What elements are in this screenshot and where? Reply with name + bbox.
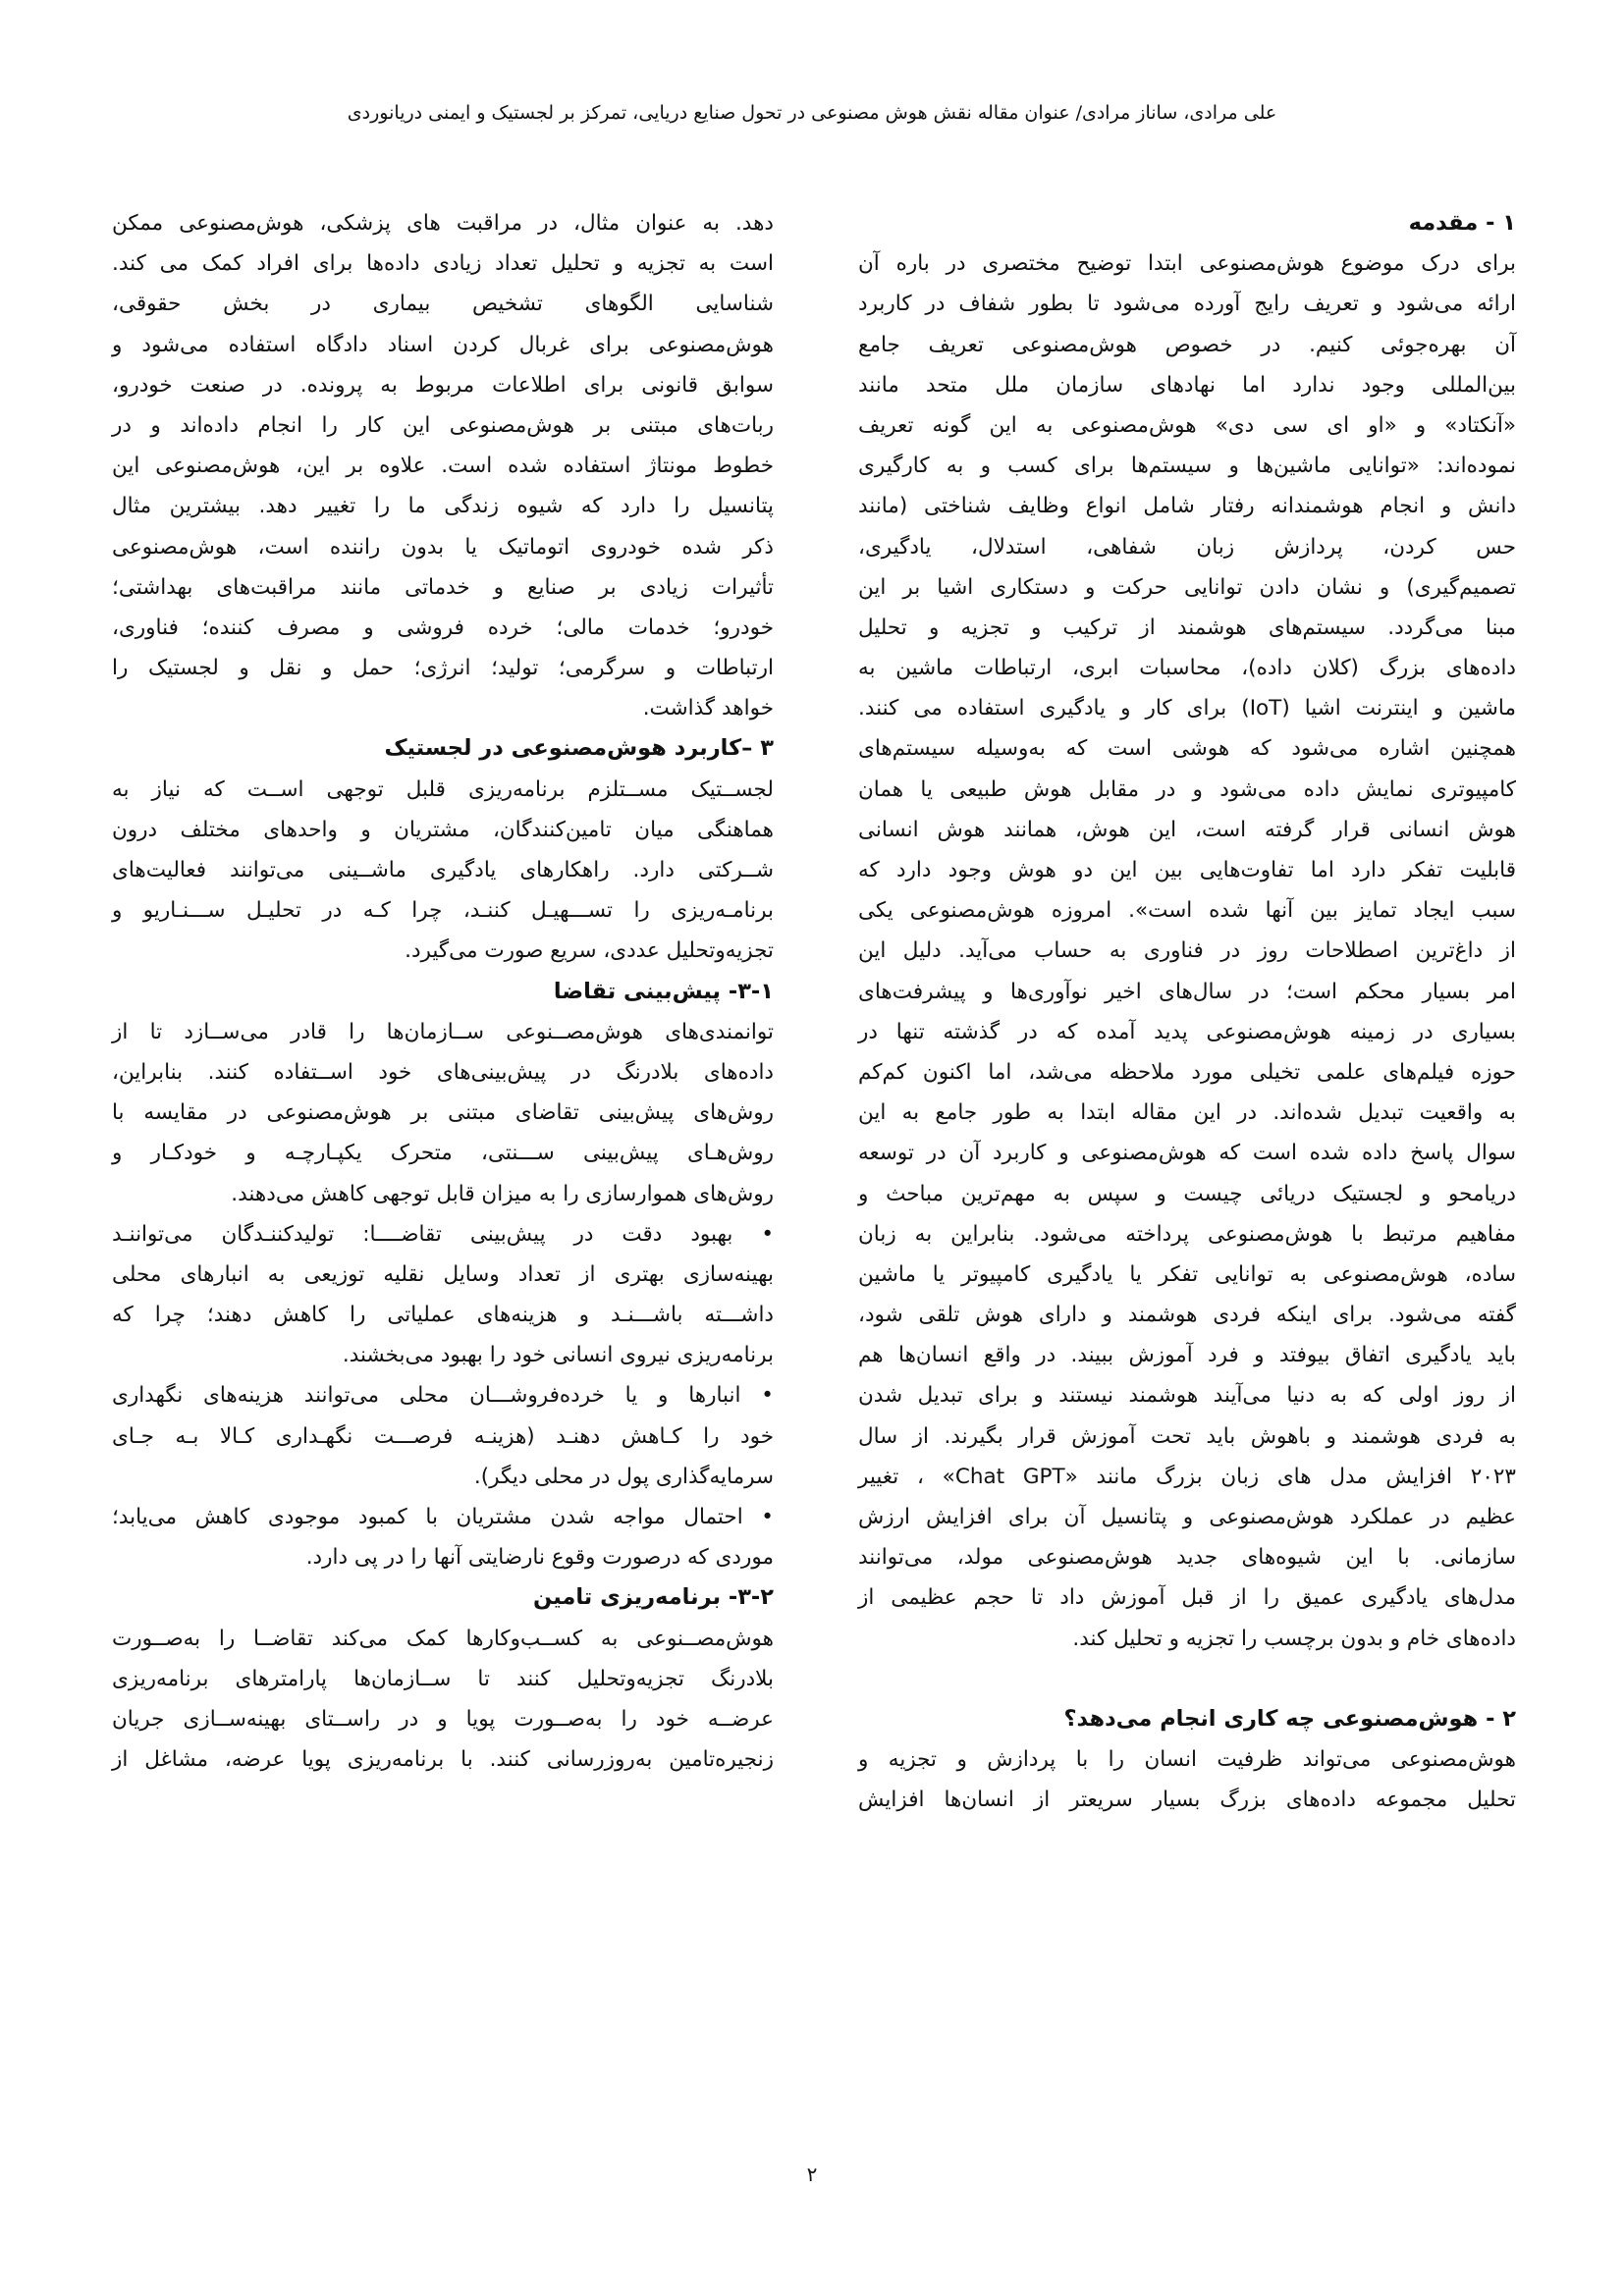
- text-line: سبب ایجاد تمایز بین آنها شده است». امروزه هوش‌مصنوعی یکی: [858, 898, 1516, 924]
- what-ai-does-paragraph: [858, 1739, 1516, 1820]
- text-line: تحلیل مجموعه داده‌های بزرگ بسیار سریعتر از انسان‌ها افزایش: [858, 1788, 1516, 1813]
- subsection-heading-supply-planning: ۳-۲- برنامه‌ریزی تامین: [532, 1584, 774, 1611]
- text-line: گفته می‌شود. برای اینکه فردی هوشمند و دارای هوش تلقی شود،: [858, 1303, 1516, 1328]
- text-line: کامپیوتری نمایش داده می‌شود و در مقابل هوش طبیعی یا همان: [858, 776, 1516, 802]
- text-line: سوابق قانونی برای اطلاعات مربوط به پرونده. در صنعت خودرو،: [112, 372, 774, 398]
- text-line: ذکر شده خودروی اتوماتیک یا بدون راننده است، هوش‌مصنوعی: [112, 534, 774, 560]
- running-header: علی مرادی، ساناز مرادی/ عنوان مقاله نقش هوش مصنوعی در تحول صنایع دریایی، تمرکز بر لجستیک و ایمنی دریانوردی: [347, 102, 1277, 124]
- text-line: برنامه‌ریزی نیروی انسانی خود را بهبود می‌بخشند.: [342, 1343, 774, 1368]
- text-line: شــرکتی دارد. راهکارهای یادگیری ماشــینی می‌توانند فعالیت‌های: [112, 858, 774, 882]
- text-line: است به تجزیه و تحلیل تعداد زیادی داده‌ها برای افراد کمک می کند.: [112, 251, 774, 277]
- text-line: ارائه می‌شود و تعریف رایج آورده می‌شود تا بطور شفاف در کاربرد: [858, 292, 1516, 317]
- text-line: حوزه فیلم‌های علمی تخیلی مورد ملاحظه می‌شد، اما اکنون کم‌کم: [858, 1059, 1516, 1085]
- text-line: آن بهره‌جوئی کنیم. در خصوص هوش‌مصنوعی تعریف جامع: [858, 332, 1516, 357]
- text-line: تجزیه‌وتحلیل عددی، سریع صورت می‌گیرد.: [405, 938, 774, 964]
- text-line: روش‌های هموارسازی را به میزان قابل توجهی کاهش می‌دهند.: [231, 1181, 774, 1206]
- text-line: امر بسیار محکم است؛ در سال‌های اخیر نوآوری‌ها و پیشرفت‌های: [858, 979, 1516, 1004]
- text-line: از روز اولی که به دنیا می‌آیند هوشمند نیستند و برای تبدیل شدن: [858, 1383, 1516, 1409]
- text-line: دانش و انجام هوشمندانه رفتار شامل انواع وظایف شناختی (مانند: [858, 494, 1516, 519]
- text-line: مدل‌های یادگیری عمیق را از قبل آموزش داد تا حجم عظیمی از: [858, 1585, 1516, 1611]
- text-line: خطوط مونتاژ استفاده شده است. علاوه بر این، هوش‌مصنوعی این: [112, 454, 774, 479]
- text-line: لجســتیک مســتلزم برنامه‌ریزی قلبل توجهی اســت که نیاز به: [112, 776, 774, 802]
- text-line: هوش‌مصنوعی برای غربال کردن اسناد دادگاه استفاده می‌شود و: [112, 332, 774, 357]
- continuation-paragraph: [112, 203, 774, 728]
- bullet-item: [112, 1214, 774, 1376]
- text-line: ارتباطات و سرگرمی؛ تولید؛ انرژی؛ حمل و نقل و لجستیک را: [112, 656, 774, 681]
- text-line: دریامحو و لجستیک دریائی چیست و سپس به مهم‌ترین مباحث و: [858, 1181, 1516, 1206]
- text-line: خودرو؛ خدمات مالی؛ خرده فروشی و مصرف کننده؛ فناوری،: [112, 614, 774, 640]
- introduction-paragraph: [858, 243, 1516, 1659]
- text-line: روش‌هـای پیش‌بینی ســـنتی، متحرک یکپـارچـه و خودکـار و: [112, 1141, 774, 1166]
- bullet-item: [112, 1497, 774, 1577]
- text-line: زنجیره‌تامین به‌روزرسانی کنند. با برنامه‌ریزی پویا عرضه، مشاغل از: [112, 1747, 774, 1773]
- section-heading-what-ai-does: ۲ - هوش‌مصنوعی چه کاری انجام می‌دهد؟: [1063, 1705, 1516, 1732]
- text-line: برای درک موضوع هوش‌مصنوعی ابتدا توضیح مختصری در باره آن: [858, 251, 1516, 277]
- text-line: به واقعیت تبدیل شده‌اند. در این مقاله ابتدا به طور جامع به این: [858, 1100, 1516, 1126]
- text-line: نموده‌اند: «توانایی ماشین‌ها و سیستم‌ها برای کسب و به کارگیری: [858, 454, 1516, 479]
- text-line: عرضــه خود را به‌صــورت پویا و در راســتای بهینه‌ســازی جریان: [112, 1706, 774, 1732]
- text-line: هوش انسانی قرار گرفته است، این هوش، همانند هوش انسانی: [858, 817, 1516, 842]
- text-line: • انبارها و یا خرده‌فروشـــان محلی می‌توانند هزینه‌های نگهداری: [112, 1383, 774, 1409]
- text-line: بلادرنگ تجزیه‌وتحلیل کنند تا ســازمان‌ها پارامترهای برنامه‌ریزی: [112, 1666, 774, 1691]
- text-line: داده‌های بلادرنگ در پیش‌بینی‌های خود اســتفاده کنند. بنابراین،: [112, 1059, 774, 1085]
- section-heading-ai-in-logistics: ۳ –کاربرد هوش‌مصنوعی در لجستیک: [384, 735, 774, 762]
- text-line: هوش‌مصــنوعی به کســب‌وکارها کمک می‌کند تقاضــا را به‌صــورت: [112, 1626, 774, 1651]
- text-line: دهد. به عنوان مثال، در مراقبت های پزشکی، هوش‌مصنوعی ممکن: [112, 211, 774, 236]
- text-line: همچنین اشاره می‌شود که هوشی است که به‌وسیله سیستم‌های: [858, 736, 1516, 762]
- ai-in-logistics-paragraph: [112, 770, 774, 972]
- text-line: مفاهیم مرتبط با هوش‌مصنوعی پرداخته می‌شود. بنابراین به زبان: [858, 1221, 1516, 1247]
- text-line: ماشین و اینترنت اشیا (IoT) برای کار و یادگیری استفاده می کنند.: [858, 696, 1516, 721]
- text-line: داده‌های بزرگ (کلان داده)، محاسبات ابری، ارتباطات ماشین به: [858, 656, 1516, 681]
- text-line: پتانسیل را دارد که شیوه زندگی ما را تغییر دهد. بیشترین مثال: [112, 494, 774, 519]
- text-line: هماهنگی میان تامین‌کنندگان، مشتریان و واحدهای مختلف درون: [112, 817, 774, 842]
- section-heading-introduction: ۱ - مقدمه: [1408, 210, 1516, 236]
- text-line: به فردی هوشمند و باهوش باید تحت آموزش قرار بگیرند. از سال: [858, 1423, 1516, 1449]
- text-line: «آنکتاد» و «او ای سی دی» هوش‌مصنوعی به این گونه تعریف: [858, 412, 1516, 438]
- text-line: تصمیم‌گیری) و نشان دادن توانایی حرکت و دستکاری اشیا بر این: [858, 574, 1516, 600]
- text-line: ساده، هوش‌مصنوعی به توانایی تفکر یا یادگیری کامپیوتر یا ماشین: [858, 1261, 1516, 1287]
- text-line: ۲۰۲۳ افزایش مدل های زبان بزرگ مانند «Chat GPT» ، تغییر: [858, 1464, 1516, 1489]
- text-line: حس کردن، پردازش زبان شفاهی، استدلال، یادگیری،: [858, 534, 1516, 560]
- text-line: • بهبود دقت در پیش‌بینی تقاضــــا: تولیدکننـدگان می‌تواننـد: [112, 1221, 774, 1247]
- text-line: باید یادگیری اتفاق بیوفتد و فرد آموزش ببیند. در واقع انسان‌ها هم: [858, 1343, 1516, 1368]
- text-line: عظیم در عملکرد هوش‌مصنوعی و پتانسیل آن برای افزایش ارزش: [858, 1505, 1516, 1529]
- text-line: خواهد گذاشت.: [642, 696, 774, 721]
- left-column: [112, 203, 774, 1780]
- text-line: مبنا می‌گردد. سیستم‌های هوشمند از ترکیب و تجزیه و تحلیل: [858, 614, 1516, 640]
- text-line: سرمایه‌گذاری پول در محلی دیگر).: [473, 1464, 774, 1489]
- text-line: داشـــته باشـــنـد و هزینه‌های عملیاتی را کاهش دهند؛ چرا که: [112, 1303, 774, 1328]
- bullet-item: [112, 1375, 774, 1497]
- text-line: بسیاری در زمینه هوش‌مصنوعی پدید آمده که در گذشته تنها در: [858, 1019, 1516, 1044]
- text-line: • احتمال مواجه شدن مشتریان با کمبود موجودی کاهش می‌یابد؛: [112, 1505, 774, 1529]
- text-line: سازمانی. با این شیوه‌های جدید هوش‌مصنوعی مولد، می‌توانند: [858, 1545, 1516, 1571]
- text-line: سوال پاسخ داده شده است که هوش‌مصنوعی و کاربرد آن در توسعه: [858, 1141, 1516, 1166]
- text-line: ربات‌های مبتنی بر هوش‌مصنوعی این کار را انجام داده‌اند و در: [112, 412, 774, 438]
- text-line: داده‌های خام و بدون برچسب را تجزیه و تحلیل کند.: [1072, 1626, 1516, 1651]
- text-line: موردی که درصورت وقوع نارضایتی آنها را در پی دارد.: [305, 1545, 774, 1571]
- right-column: [858, 203, 1516, 1821]
- demand-forecasting-paragraph: [112, 1012, 774, 1214]
- text-line: روش‌های پیش‌بینی تقاضای مبتنی بر هوش‌مصنوعی در مقایسه با: [112, 1100, 774, 1126]
- text-line: بهینه‌سازی بهتری از تعداد وسایل نقلیه توزیعی به انبارهای محلی: [112, 1261, 774, 1287]
- text-line: توانمندی‌های هوش‌مصــنوعی ســازمان‌ها را قادر می‌ســازد تا از: [112, 1019, 774, 1044]
- text-line: قابلیت تفکر دارد اما تفاوت‌هایی بین این دو هوش وجود دارد که: [858, 858, 1516, 882]
- text-line: هوش‌مصنوعی می‌تواند ظرفیت انسان را با پردازش و تجزیه و: [858, 1747, 1516, 1773]
- subsection-heading-demand-forecasting: ۳-۱- پیش‌بینی تقاضا: [553, 978, 774, 1004]
- text-line: خود را کـاهش دهنـد (هزینـه فرصـــت نگهـداری کـالا بـه جـای: [112, 1423, 774, 1449]
- text-line: برنامـه‌ریزی را تســـهیـل کننـد، چرا کـه در تحلیـل ســـنـاریو و: [112, 898, 774, 924]
- text-line: تأثیرات زیادی بر صنایع و خدماتی مانند مراقبت‌های بهداشتی؛: [112, 574, 774, 600]
- section-spacer: [858, 1659, 1516, 1699]
- text-line: شناسایی الگوهای تشخیص بیماری در بخش حقوقی،: [112, 292, 774, 317]
- supply-planning-paragraph: [112, 1619, 774, 1781]
- text-line: از داغ‌ترین اصطلاحات روز در فناوری به حساب می‌آید. دلیل این: [858, 938, 1516, 964]
- text-line: بین‌المللی وجود ندارد اما نهادهای سازمان ملل متحد مانند: [858, 372, 1516, 398]
- page-number: ۲: [806, 2163, 818, 2186]
